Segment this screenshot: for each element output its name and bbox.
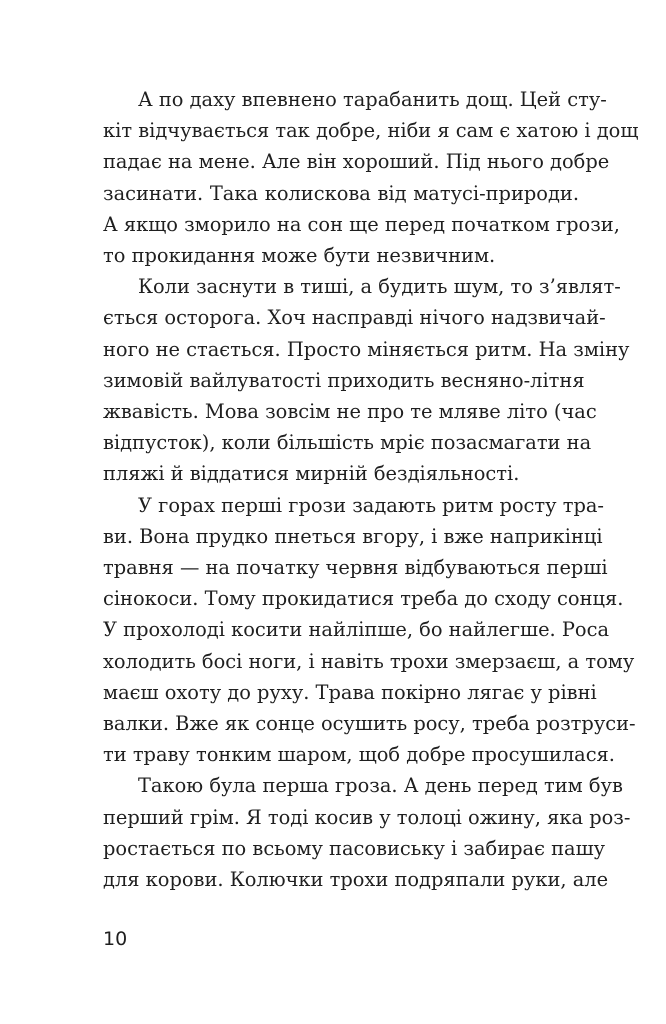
text-line: падає на мене. Але він хороший. Під нього добре [103,150,610,174]
text-line: ти траву тонким шаром, щоб добре просушилася. [103,743,615,767]
text-line: Коли заснути в тиші, а будить шум, то з’являт- [138,275,621,299]
text-line: зимовій вайлуватості приходить весняно-літня [103,368,585,392]
text-line: сінокоси. Тому прокидатися треба до сходу сонця. [103,587,624,611]
text-line: маєш охоту до руху. Трава покірно лягає у рівні [103,680,597,704]
text-line: У горах перші грози задають ритм росту тра- [138,493,604,517]
text-line: А по даху впевнено тарабанить дощ. Цей сту- [138,88,607,111]
text-line: Такою була перша гроза. А день перед тим був [138,774,623,798]
text-line: ється осторога. Хоч насправді нічого надзвичай- [103,306,606,330]
text-line: для корови. Колючки трохи подряпали руки, але [103,868,609,892]
paragraph [103,84,639,271]
text-line: жвавість. Мова зовсім не про те мляве літо (час [103,400,597,424]
text-line: ного не стається. Просто міняється ритм. На зміну [103,337,630,361]
text-line: валки. Вже як сонце осушить росу, треба розтруси- [103,712,636,736]
paragraph [103,490,636,771]
text-line: А якщо зморило на сон ще перед початком грози, [103,212,620,236]
text-line: кіт відчувається так добре, ніби я сам є хатою і дощ [103,119,639,143]
text-line: У прохолоді косити найліпше, бо найлегше. Роса [103,618,610,642]
text-line: ви. Вона прудко пнеться вгору, і вже наприкінці [103,524,603,548]
paragraph [103,770,631,895]
text-line: перший грім. Я тоді косив у толоці ожину, яка роз- [103,805,631,829]
text-line: пляжі й віддатися мирній бездіяльності. [103,462,520,486]
body-text [103,84,639,895]
text-line: то прокидання може бути незвичним. [103,244,496,268]
paragraph [103,271,630,489]
text-line: ростається по всьому пасовиську і забирає пашу [103,836,606,860]
text-line: холодить босі ноги, і навіть трохи змерзаєш, а тому [103,649,635,673]
text-line: засинати. Така колискова від матусі-природи. [103,181,579,205]
text-line: відпусток), коли більшість мріє позасмагати на [103,431,592,455]
page-number: 10 [103,928,128,950]
text-line: травня — на початку червня відбуваються перші [103,556,608,580]
